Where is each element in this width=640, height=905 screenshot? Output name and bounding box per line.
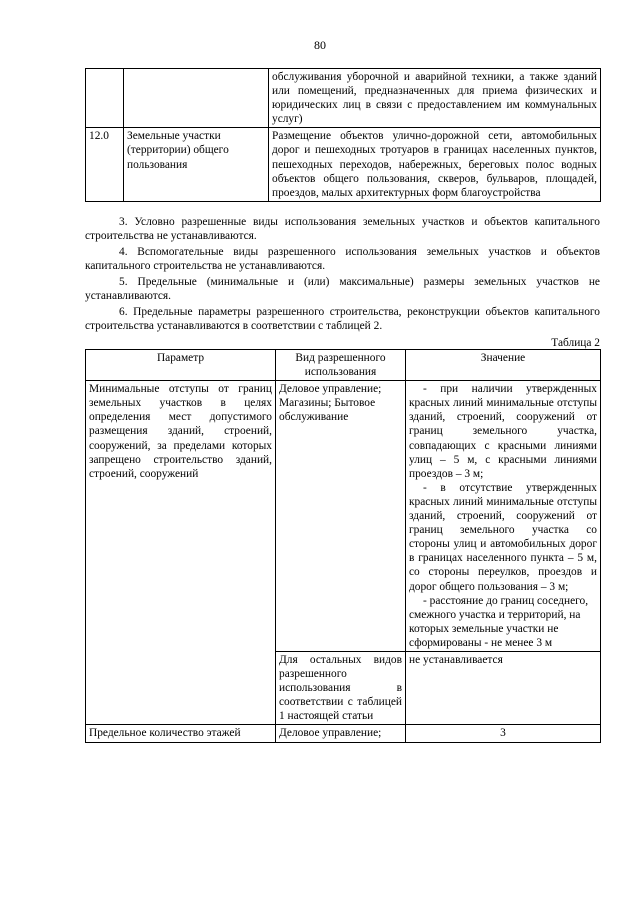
row-code: 12.0 [86, 128, 124, 201]
value-setbacks-b: - в отсутствие утвержденных красных линий минимальные отступы зданий, строений, сооружений от границ земельного участка со стороны улиц и автомобильных дорог в границах населенного пункта – 5 м, со стороны переулков, проездов и дорог общего пользования – 3 м; [409, 481, 597, 593]
header-use-type: Вид разрешенного использования [276, 350, 406, 381]
value-setbacks-c: - расстояние до границ соседнего, смежного участка и территорий, на которых земельные участки не сформированы - не менее 3 м [409, 594, 589, 649]
param-floors: Предельное количество этажей [86, 725, 276, 742]
paragraph-5: 5. Предельные (минимальные и (или) максимальные) размеры земельных участков не устанавливаются. [85, 276, 600, 303]
use-type-floors: Деловое управление; [276, 725, 406, 742]
row-code [86, 69, 124, 128]
param-setbacks: Минимальные отступы от границ земельных участков в целях определения мест допустимого размещения зданий, строений, сооружений, за пределами которых запрещено строительство зданий, строений, сооружений [86, 381, 276, 725]
use-type-other: Для остальных видов разрешенного использования в соответствии с таблицей 1 настоящей статьи [276, 651, 406, 724]
table-caption: Таблица 2 [551, 337, 600, 349]
paragraph-3: 3. Условно разрешенные виды использования земельных участков и объектов капитального строительства не устанавливаются. [85, 216, 600, 243]
row-description: Размещение объектов улично-дорожной сети, автомобильных дорог и пешеходных тротуаров в границах населенных пунктов, пешеходных переходов, набережных, береговых полос водных объектов общего пользования, скверов, бульваров, площадей, проездов, малых архитектурных форм благоустройства [269, 128, 601, 201]
table-row [86, 725, 601, 742]
row-description: обслуживания уборочной и аварийной техники, а также зданий или помещений, предназначенных для приема физических и юридических лиц в связи с предоставлением им коммунальных услуг) [269, 69, 601, 128]
parameters-table [85, 349, 601, 743]
row-name: Земельные участки (территории) общего пользования [124, 128, 269, 201]
table-header-row [86, 350, 601, 381]
use-type-business: Деловое управление; Магазины; Бытовое обслуживание [276, 381, 406, 652]
value-other: не устанавливается [406, 651, 601, 724]
land-use-table [85, 68, 601, 202]
paragraph-4: 4. Вспомогательные виды разрешенного использования земельных участков и объектов капитального строительства не устанавливаются. [85, 246, 600, 273]
table-row [86, 128, 601, 201]
page-number: 80 [314, 38, 326, 52]
value-setbacks [406, 381, 601, 652]
paragraph-6: 6. Предельные параметры разрешенного строительства, реконструкции объектов капитального строительства устанавливаются в соответствии с таблицей 2. [85, 306, 600, 333]
header-parameter: Параметр [86, 350, 276, 381]
row-name [124, 69, 269, 128]
value-setbacks-a: - при наличии утвержденных красных линий минимальные отступы зданий, строений, сооружений от границ земельного участка, совпадающих с красными линиями улиц – 5 м, с красными линиями проездов – 3 м; [409, 383, 597, 480]
table-row [86, 69, 601, 128]
value-floors: 3 [406, 725, 601, 742]
header-value: Значение [406, 350, 601, 381]
table-row [86, 381, 601, 652]
